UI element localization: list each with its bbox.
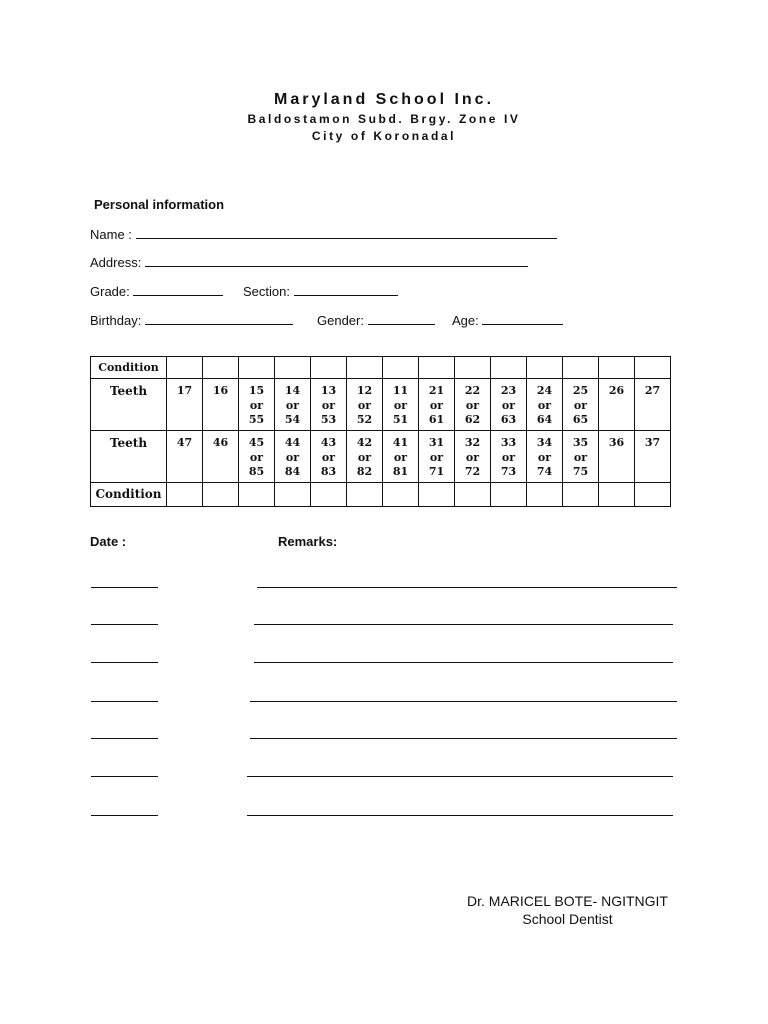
tooth-number-text: 75 [572, 465, 589, 478]
tooth-number-cell [419, 379, 455, 431]
upper-condition-row [91, 357, 671, 379]
age-field[interactable] [452, 312, 563, 328]
gender-field[interactable] [317, 312, 435, 328]
condition-header: Condition [91, 357, 167, 379]
date-blank[interactable] [91, 624, 158, 625]
tooth-number-text: 35 [572, 436, 589, 449]
tooth-number-cell [347, 379, 383, 431]
tooth-number-text: or [465, 450, 480, 464]
teeth-chart-table [90, 356, 671, 507]
condition-cell[interactable] [527, 357, 563, 379]
remarks-blank[interactable] [250, 701, 677, 702]
remarks-label: Remarks: [278, 534, 338, 549]
tooth-number-text: 31 [428, 436, 445, 449]
section-field[interactable] [243, 283, 398, 299]
tooth-number-text: 44 [284, 436, 301, 449]
tooth-number-text: 84 [284, 465, 301, 478]
tooth-number-cell [167, 379, 203, 431]
address-field[interactable] [90, 254, 528, 270]
condition-cell[interactable] [275, 483, 311, 507]
tooth-number-text: 17 [176, 384, 193, 397]
tooth-number-text: or [249, 450, 264, 464]
dentist-title: School Dentist [522, 911, 613, 927]
remarks-blank[interactable] [247, 776, 673, 777]
tooth-number-cell [311, 431, 347, 483]
tooth-number-text: 22 [464, 384, 481, 397]
tooth-number-text: or [429, 450, 444, 464]
tooth-number-cell [311, 379, 347, 431]
birthday-label: Birthday: [90, 313, 142, 328]
age-label: Age: [452, 313, 479, 328]
tooth-number-text: 25 [572, 384, 589, 397]
school-address: Baldostamon Subd. Brgy. Zone IV [247, 112, 521, 126]
tooth-number-text: or [321, 398, 336, 412]
tooth-number-text: 33 [500, 436, 517, 449]
condition-cell[interactable] [419, 483, 455, 507]
tooth-number-text: or [393, 398, 408, 412]
tooth-number-text: 36 [608, 436, 625, 449]
tooth-number-text: or [537, 450, 552, 464]
condition-cell[interactable] [275, 357, 311, 379]
tooth-number-text: or [465, 398, 480, 412]
personal-info-title: Personal information [94, 197, 225, 212]
school-name: Maryland School Inc. [273, 91, 495, 108]
date-blank[interactable] [91, 662, 158, 663]
tooth-number-text: 16 [212, 384, 229, 397]
tooth-number-cell [203, 379, 239, 431]
remarks-blank[interactable] [254, 662, 673, 663]
tooth-number-text: 61 [428, 413, 445, 426]
date-blank[interactable] [91, 701, 158, 702]
tooth-number-cell [455, 431, 491, 483]
tooth-number-text: 82 [356, 465, 373, 478]
remarks-blank[interactable] [250, 738, 677, 739]
condition-cell[interactable] [311, 357, 347, 379]
condition-cell[interactable] [455, 483, 491, 507]
tooth-number-cell [203, 431, 239, 483]
condition-cell[interactable] [347, 357, 383, 379]
tooth-number-text: or [501, 450, 516, 464]
lower-condition-row [91, 483, 671, 507]
tooth-number-cell [563, 431, 599, 483]
condition-cell[interactable] [203, 357, 239, 379]
date-blank[interactable] [91, 815, 158, 816]
tooth-number-text: or [321, 450, 336, 464]
address-blank[interactable] [145, 254, 528, 267]
age-blank[interactable] [482, 312, 563, 325]
tooth-number-text: or [357, 450, 372, 464]
tooth-number-cell [491, 379, 527, 431]
condition-cell[interactable] [167, 357, 203, 379]
tooth-number-text: 85 [248, 465, 265, 478]
tooth-number-text: 74 [536, 465, 553, 478]
tooth-number-text: or [537, 398, 552, 412]
tooth-number-text: 46 [212, 436, 229, 449]
tooth-number-text: 34 [536, 436, 553, 449]
tooth-number-cell [527, 431, 563, 483]
tooth-number-text: 12 [356, 384, 373, 397]
tooth-number-text: 63 [500, 413, 517, 426]
tooth-number-text: 45 [248, 436, 265, 449]
tooth-number-text: or [501, 398, 516, 412]
name-label: Name : [90, 227, 132, 242]
tooth-number-text: 72 [464, 465, 481, 478]
grade-field[interactable] [90, 283, 223, 299]
tooth-number-text: 13 [320, 384, 337, 397]
tooth-number-text: or [573, 450, 588, 464]
school-city: City of Koronadal [311, 129, 457, 143]
grade-label: Grade: [90, 284, 130, 299]
tooth-number-text: or [357, 398, 372, 412]
condition-cell[interactable] [599, 357, 635, 379]
condition-cell[interactable] [635, 483, 671, 507]
tooth-number-cell [275, 379, 311, 431]
remarks-blank[interactable] [247, 815, 673, 816]
tooth-number-cell [383, 379, 419, 431]
tooth-number-cell [275, 431, 311, 483]
condition-cell[interactable] [563, 483, 599, 507]
tooth-number-cell [239, 379, 275, 431]
tooth-number-cell [599, 431, 635, 483]
condition-cell[interactable] [383, 483, 419, 507]
tooth-number-text: 41 [392, 436, 409, 449]
condition-cell[interactable] [563, 357, 599, 379]
tooth-number-text: 43 [320, 436, 337, 449]
tooth-number-cell [599, 379, 635, 431]
tooth-number-text: 15 [248, 384, 265, 397]
tooth-number-text: or [429, 398, 444, 412]
tooth-number-text: or [573, 398, 588, 412]
condition-cell[interactable] [203, 483, 239, 507]
tooth-number-cell [347, 431, 383, 483]
condition-cell[interactable] [491, 483, 527, 507]
tooth-number-text: or [285, 450, 300, 464]
tooth-number-cell [635, 431, 671, 483]
grade-blank[interactable] [133, 283, 223, 296]
tooth-number-text: 71 [428, 465, 445, 478]
tooth-number-cell [167, 431, 203, 483]
condition-cell[interactable] [239, 483, 275, 507]
tooth-number-text: 81 [392, 465, 409, 478]
birthday-field[interactable] [90, 312, 293, 328]
condition-cell[interactable] [311, 483, 347, 507]
tooth-number-text: 73 [500, 465, 517, 478]
tooth-number-text: 26 [608, 384, 625, 397]
date-blank[interactable] [91, 587, 158, 588]
tooth-number-text: 51 [392, 413, 409, 426]
tooth-number-text: or [249, 398, 264, 412]
tooth-number-text: 32 [464, 436, 481, 449]
tooth-number-text: or [393, 450, 408, 464]
tooth-number-text: 14 [284, 384, 301, 397]
section-label: Section: [243, 284, 290, 299]
tooth-number-cell [563, 379, 599, 431]
tooth-number-text: 62 [464, 413, 481, 426]
condition-cell[interactable] [419, 357, 455, 379]
tooth-number-text: 83 [320, 465, 337, 478]
tooth-number-cell [419, 431, 455, 483]
teeth-header: Teeth [91, 431, 167, 483]
upper-teeth-row [91, 379, 671, 431]
condition-cell[interactable] [635, 357, 671, 379]
lower-teeth-row [91, 431, 671, 483]
dentist-name: Dr. MARICEL BOTE- NGITNGIT [467, 893, 668, 909]
tooth-number-text: 42 [356, 436, 373, 449]
tooth-number-cell [635, 379, 671, 431]
tooth-number-text: 65 [572, 413, 589, 426]
tooth-number-text: 54 [284, 413, 301, 426]
birthday-blank[interactable] [145, 312, 293, 325]
section-blank[interactable] [294, 283, 398, 296]
tooth-number-text: 52 [356, 413, 373, 426]
gender-label: Gender: [317, 313, 364, 328]
tooth-number-cell [239, 431, 275, 483]
tooth-number-text: 21 [428, 384, 445, 397]
tooth-number-text: 55 [248, 413, 265, 426]
tooth-number-text: 27 [644, 384, 661, 397]
teeth-header: Teeth [91, 379, 167, 431]
name-field[interactable] [90, 226, 557, 242]
tooth-number-text: 23 [500, 384, 517, 397]
date-label: Date : [90, 534, 127, 549]
tooth-number-text: 64 [536, 413, 553, 426]
tooth-number-text: 47 [176, 436, 193, 449]
tooth-number-text: 53 [320, 413, 337, 426]
address-label: Address: [90, 255, 142, 270]
name-blank[interactable] [136, 226, 557, 239]
gender-blank[interactable] [368, 312, 435, 325]
date-blank[interactable] [91, 776, 158, 777]
tooth-number-text: or [285, 398, 300, 412]
condition-cell[interactable] [347, 483, 383, 507]
condition-cell[interactable] [455, 357, 491, 379]
condition-cell[interactable] [527, 483, 563, 507]
condition-cell[interactable] [491, 357, 527, 379]
remarks-blank[interactable] [254, 624, 673, 625]
tooth-number-cell [491, 431, 527, 483]
tooth-number-text: 11 [392, 384, 409, 397]
condition-cell[interactable] [167, 483, 203, 507]
remarks-blank[interactable] [257, 587, 677, 588]
tooth-number-cell [527, 379, 563, 431]
condition-cell[interactable] [599, 483, 635, 507]
condition-cell[interactable] [383, 357, 419, 379]
tooth-number-cell [455, 379, 491, 431]
date-blank[interactable] [91, 738, 158, 739]
tooth-number-text: 24 [536, 384, 553, 397]
condition-header: Condition [91, 483, 167, 507]
tooth-number-text: 37 [644, 436, 661, 449]
condition-cell[interactable] [239, 357, 275, 379]
tooth-number-cell [383, 431, 419, 483]
